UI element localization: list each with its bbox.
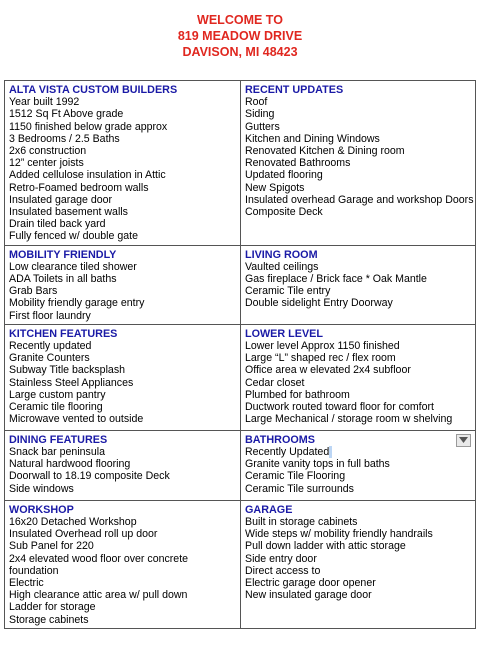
section-title: LOWER LEVEL: [245, 327, 323, 340]
list-item: Double sidelight Entry Doorway: [245, 297, 393, 310]
list-item: 2x6 construction: [9, 145, 87, 158]
section-cell: [241, 81, 476, 246]
list-item: Composite Deck: [245, 206, 323, 219]
list-item: 3 Bedrooms / 2.5 Baths: [9, 132, 120, 145]
list-item: Granite Counters: [9, 352, 90, 365]
list-item: Side windows: [9, 482, 74, 495]
section-content: [9, 84, 236, 243]
list-item: Granite vanity tops in full baths: [245, 458, 390, 471]
list-item: Recently Updated: [245, 446, 471, 458]
section-content: [245, 504, 471, 602]
table-row: [5, 500, 476, 628]
section-content: [9, 504, 236, 626]
section-cell: [241, 324, 476, 430]
section-cell: [5, 500, 241, 628]
list-item: Ceramic Tile Flooring: [245, 470, 346, 483]
list-item: Updated flooring: [245, 169, 323, 182]
list-item: Insulated Overhead roll up door: [9, 528, 158, 541]
section-title: DINING FEATURES: [9, 433, 108, 446]
section-title: ALTA VISTA CUSTOM BUILDERS: [9, 84, 178, 96]
list-item: Vaulted ceilings: [245, 260, 319, 273]
list-item: First floor laundry: [9, 309, 91, 322]
page-header: [0, 12, 480, 60]
section-cell: [5, 245, 241, 324]
list-item: Mobility friendly garage entry: [9, 297, 145, 310]
list-item: Subway Title backsplash: [9, 364, 126, 377]
list-item: Added cellulose insulation in Attic: [9, 169, 166, 182]
list-item: Ceramic tile flooring: [9, 401, 103, 414]
list-item: Storage cabinets: [9, 613, 89, 626]
section-content: [9, 328, 236, 426]
list-item: Kitchen and Dining Windows: [245, 132, 380, 145]
list-item: Office area w elevated 2x4 subfloor: [245, 364, 411, 377]
list-item: Cedar closet: [245, 376, 305, 389]
list-item: Side entry door: [245, 552, 317, 565]
list-item: Direct access to: [245, 564, 321, 577]
section-content: [245, 84, 474, 219]
list-item: Lower level Approx 1150 finished: [245, 340, 400, 353]
section-cell: [241, 245, 476, 324]
section-content: [245, 434, 471, 495]
list-item: Grab Bars: [9, 285, 58, 298]
section-content: [245, 328, 471, 426]
list-item: ADA Toilets in all baths: [9, 273, 117, 286]
section-title: KITCHEN FEATURES: [9, 327, 118, 340]
header-line-3: DAVISON, MI 48423: [182, 45, 298, 59]
section-title: WORKSHOP: [9, 503, 74, 516]
list-item: Insulated garage door: [9, 193, 113, 206]
section-cell: [241, 500, 476, 628]
list-item: High clearance attic area w/ pull down: [9, 589, 188, 602]
list-item: Gutters: [245, 120, 280, 133]
list-item: New insulated garage door: [245, 589, 372, 602]
list-item: Ductwork routed toward floor for comfort: [245, 401, 434, 414]
list-item: Roof: [245, 96, 268, 109]
header-line-1: WELCOME TO: [197, 13, 283, 27]
list-item: Natural hardwood flooring: [9, 458, 131, 471]
section-title: RECENT UPDATES: [245, 84, 344, 96]
list-item: Plumbed for bathroom: [245, 388, 350, 401]
section-cell: [5, 324, 241, 430]
list-item: Stainless Steel Appliances: [9, 376, 134, 389]
list-item: Electric: [9, 577, 44, 590]
list-item: Snack bar peninsula: [9, 446, 105, 459]
list-item: Doorwall to 18.19 composite Deck: [9, 470, 170, 483]
list-item: Drain tiled back yard: [9, 218, 106, 231]
list-item: New Spigots: [245, 181, 305, 194]
list-item: Built in storage cabinets: [245, 516, 358, 529]
section-cell: [5, 430, 241, 500]
list-item: Recently updated: [9, 340, 92, 353]
dropdown-button[interactable]: [456, 434, 471, 447]
list-item: Ladder for storage: [9, 601, 96, 614]
list-item: 1150 finished below grade approx: [9, 120, 168, 133]
list-item: Large custom pantry: [9, 388, 106, 401]
table-row: [5, 245, 476, 324]
list-item: Sub Panel for 220: [9, 540, 94, 553]
list-item: Ceramic Tile entry: [245, 285, 331, 298]
list-item: Renovated Bathrooms: [245, 157, 351, 170]
list-item: Renovated Kitchen & Dining room: [245, 145, 405, 158]
section-cell: [5, 81, 241, 246]
list-item: Microwave vented to outside: [9, 413, 144, 426]
list-item: Wide steps w/ mobility friendly handrails: [245, 528, 433, 541]
list-item: Large “L” shaped rec / flex room: [245, 352, 396, 365]
list-item: Low clearance tiled shower: [9, 260, 137, 273]
text-selection-highlight: [329, 446, 332, 458]
list-item: Retro-Foamed bedroom walls: [9, 181, 149, 194]
list-item: 2x4 elevated wood floor over concrete: [9, 552, 189, 565]
section-content: [245, 249, 471, 310]
list-item: 1512 Sq Ft Above grade: [9, 108, 124, 121]
list-item: Insulated overhead Garage and workshop Doors: [245, 193, 474, 206]
list-item: Insulated basement walls: [9, 206, 128, 219]
section-content: [9, 434, 236, 495]
list-item: foundation: [9, 564, 59, 577]
section-content: [9, 249, 236, 322]
table-row: [5, 430, 476, 500]
list-item: Electric garage door opener: [245, 577, 376, 590]
list-item: Gas fireplace / Brick face * Oak Mantle: [245, 273, 427, 286]
section-title: GARAGE: [245, 503, 293, 516]
list-item: 16x20 Detached Workshop: [9, 516, 137, 529]
list-item: Pull down ladder with attic storage: [245, 540, 406, 553]
list-item: Siding: [245, 108, 275, 121]
features-table: [4, 80, 476, 629]
list-item: Year built 1992: [9, 96, 80, 109]
list-item: Ceramic Tile surrounds: [245, 482, 354, 495]
table-row: [5, 81, 476, 246]
list-item: Large Mechanical / storage room w shelving: [245, 413, 453, 426]
section-title: BATHROOMS: [245, 433, 315, 446]
list-item: 12” center joists: [9, 157, 84, 170]
table-row: [5, 324, 476, 430]
header-line-2: 819 MEADOW DRIVE: [177, 29, 303, 43]
section-title: MOBILITY FRIENDLY: [9, 248, 117, 261]
chevron-down-icon: [459, 437, 468, 443]
section-title: LIVING ROOM: [245, 248, 318, 261]
list-item: Fully fenced w/ double gate: [9, 230, 138, 243]
section-cell: [241, 430, 476, 500]
